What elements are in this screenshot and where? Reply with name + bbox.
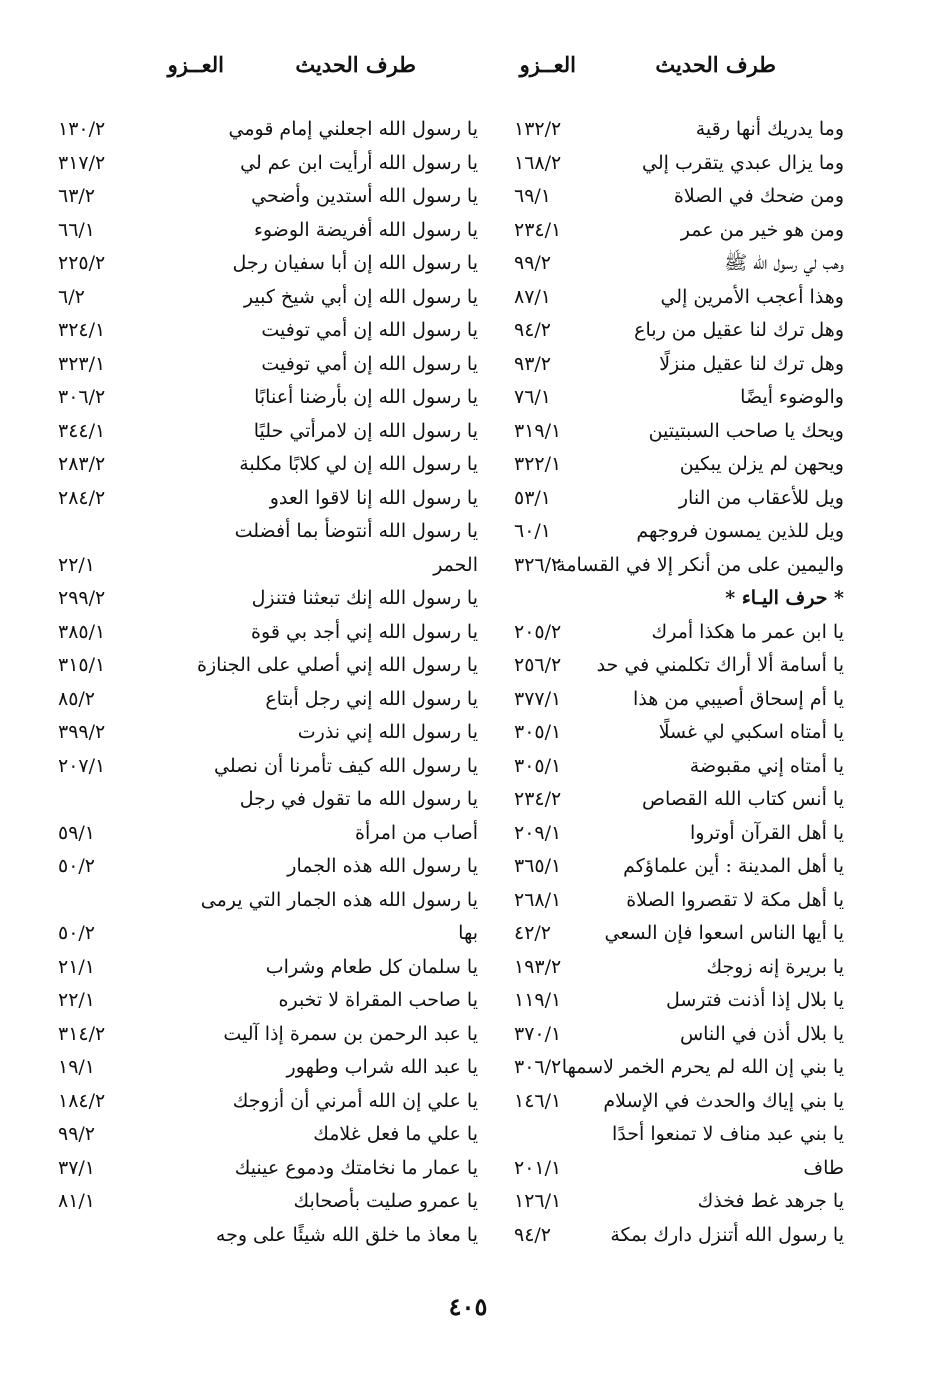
hadith-text: يا رسول الله أستدين وأضحي: [251, 185, 478, 207]
reference: ٢٣٤/٢: [514, 788, 562, 810]
hadith-text: يا أسامة ألا أراك تكلمني في حد: [596, 654, 844, 676]
hadith-text: يا بريرة إنه زوجك: [706, 955, 844, 978]
hadith-text: يا رسول الله هذه الجمار التي يرمى: [200, 888, 478, 911]
hadith-text: يا أمتاه إني مقبوضة: [689, 754, 844, 777]
index-entry: [58, 716, 478, 750]
reference: ٤٢/٢: [514, 922, 552, 944]
index-entry: [58, 281, 478, 315]
left-index-column: [58, 113, 478, 1252]
index-entry: [58, 113, 478, 147]
reference: ٥٠/٢: [58, 855, 96, 877]
header-hadith-right: طرف الحديث: [655, 52, 776, 77]
reference: ٢٦٨/١: [514, 888, 562, 911]
hadith-text: واليمين على من أنكر إلا في القسامة: [556, 553, 844, 576]
index-entry: [58, 649, 478, 683]
hadith-text-continuation: طاف: [803, 1156, 844, 1179]
reference: ٣٧/١: [58, 1156, 96, 1179]
reference: ٣٩٩/٢: [58, 721, 106, 743]
hadith-text: يا رسول الله إنك تبعثنا فتنزل: [251, 587, 478, 609]
reference: ٧٦/١: [514, 386, 552, 408]
index-entry: [514, 415, 844, 449]
reference: ٢٢/١: [58, 553, 96, 576]
index-entry: [514, 1085, 844, 1119]
index-entry: [514, 884, 844, 918]
hadith-text: يا رسول الله إني أجد بي قوة: [251, 620, 478, 643]
reference: ١٢٦/١: [514, 1190, 562, 1212]
index-entry: [58, 180, 478, 214]
index-entry: [514, 951, 844, 985]
index-entry: [58, 1185, 478, 1219]
reference: ٣١٧/٢: [58, 151, 106, 174]
hadith-text: يا جرهد غط فخذك: [697, 1190, 844, 1212]
hadith-text: يا رسول الله إن لامرأتي حليًا: [253, 419, 478, 442]
hadith-text: يا رسول الله اجعلني إمام قومي: [228, 118, 478, 140]
reference: ٢٥٦/٢: [514, 654, 562, 676]
index-entry: [514, 247, 844, 281]
index-entry: [58, 381, 478, 415]
reference: ٥٩/١: [58, 821, 96, 844]
index-entry: [58, 1051, 478, 1085]
hadith-text: يا أهل القرآن أوتروا: [690, 821, 844, 844]
reference: ٣٧٧/١: [514, 687, 562, 710]
reference: ٨٥/٢: [58, 687, 96, 710]
reference: ٦٩/١: [514, 185, 552, 207]
index-entry: [58, 850, 478, 884]
hadith-text: وهل ترك لنا عقيل من رباع: [634, 319, 844, 341]
hadith-text: يا رسول الله إن أمي توفيت: [261, 352, 478, 375]
reference: ٣٢٢/١: [514, 453, 562, 475]
reference: ١٦٨/٢: [514, 151, 562, 174]
index-entry: [58, 515, 478, 582]
reference: ٥٠/٢: [58, 922, 96, 944]
reference: ١٨٤/٢: [58, 1089, 106, 1112]
hadith-text: يا رسول الله إن أبي شيخ كبير: [243, 285, 478, 308]
hadith-text: يا صاحب المقراة لا تخبره: [278, 989, 478, 1011]
index-entry: [514, 348, 844, 382]
hadith-text: يا أيها الناس اسعوا فإن السعي: [604, 922, 844, 944]
index-entry: [514, 448, 844, 482]
hadith-text: * حرف اليـاء *: [725, 587, 844, 609]
reference: ١٣٢/٢: [514, 118, 562, 140]
hadith-text: يا سلمان كل طعام وشراب: [265, 955, 478, 978]
hadith-text-continuation: الحمر: [433, 553, 478, 576]
index-entry: [514, 314, 844, 348]
index-entry: [514, 381, 844, 415]
index-entry: [514, 1051, 844, 1085]
index-entry: [58, 448, 478, 482]
hadith-text: يا بني عبد مناف لا تمنعوا أحدًا: [612, 1123, 844, 1145]
hadith-text: يا أهل مكة لا تقصروا الصلاة: [626, 888, 844, 911]
index-entry: [514, 750, 844, 784]
index-entry: [514, 281, 844, 315]
hadith-text: وهب لي رسول الله ﷺ: [724, 252, 844, 274]
index-entry: [514, 716, 844, 750]
reference: ٦٠/١: [514, 520, 552, 542]
index-entry: [58, 314, 478, 348]
reference: ٢٢٥/٢: [58, 252, 106, 274]
index-entry: [514, 113, 844, 147]
hadith-text: يا عمار ما نخامتك ودموع عينيك: [234, 1156, 478, 1179]
index-entry: [514, 549, 844, 583]
reference: ٩٣/٢: [514, 352, 552, 375]
section-heading: [514, 582, 844, 616]
reference: ١٤٦/١: [514, 1089, 562, 1112]
index-entry: [514, 1219, 844, 1253]
index-entry: [514, 683, 844, 717]
reference: ٢٠٥/٢: [514, 620, 562, 643]
reference: ٨١/١: [58, 1190, 96, 1212]
reference: ٣٠٥/١: [514, 754, 562, 777]
index-entry: [514, 147, 844, 181]
index-entry: [514, 214, 844, 248]
hadith-text: يا أهل المدينة : أين علماؤكم: [623, 855, 844, 877]
index-entry: [514, 1018, 844, 1052]
reference: ١١٩/١: [514, 989, 562, 1011]
hadith-text: يا أمتاه اسكبي لي غسلًا: [658, 721, 844, 743]
reference: ١٩/١: [58, 1056, 96, 1078]
header-reference-right: العــزو: [519, 52, 576, 77]
hadith-text: يا بلال أذن في الناس: [679, 1022, 844, 1045]
index-entry: [514, 180, 844, 214]
right-index-column: [514, 113, 844, 1252]
index-entry: [58, 951, 478, 985]
reference: ٣٠٦/٢: [514, 1056, 562, 1078]
reference: ٣١٩/١: [514, 419, 562, 442]
hadith-text: يا عبد الرحمن بن سمرة إذا آليت: [223, 1022, 478, 1045]
header-hadith-left: طرف الحديث: [295, 52, 416, 77]
reference: ٩٤/٢: [514, 1223, 552, 1246]
reference: ٣٢٤/١: [58, 319, 106, 341]
hadith-text: يا أنس كتاب الله القصاص: [642, 788, 844, 810]
index-entry: [58, 1219, 478, 1253]
index-entry: [58, 1118, 478, 1152]
index-entry: [58, 750, 478, 784]
index-entry: [58, 683, 478, 717]
hadith-text: يا عبد الله شراب وطهور: [286, 1056, 478, 1078]
hadith-text: وما يزال عبدي يتقرب إلي: [642, 151, 844, 174]
hadith-text: يا رسول الله أفريضة الوضوء: [253, 218, 478, 241]
index-entry: [514, 984, 844, 1018]
reference: ٣١٤/٢: [58, 1022, 106, 1045]
index-entry: [514, 850, 844, 884]
hadith-text: يا رسول الله إن لي كلابًا مكلبة: [239, 453, 478, 475]
hadith-text: وهذا أعجب الأمرين إلي: [660, 285, 844, 308]
index-entry: [514, 649, 844, 683]
reference: ٢٨٣/٢: [58, 453, 106, 475]
reference: ٣٢٦/٢: [514, 553, 562, 576]
hadith-text: يا رسول الله هذه الجمار: [287, 855, 478, 877]
index-entry: [58, 1018, 478, 1052]
index-entry: [58, 348, 478, 382]
reference: ٣٧٠/١: [514, 1022, 562, 1045]
page-number: ٤٠٥: [448, 1292, 488, 1321]
hadith-text: يا بلال إذا أذنت فترسل: [666, 989, 844, 1011]
index-entry: [58, 247, 478, 281]
hadith-text: ومن ضحك في الصلاة: [673, 185, 844, 207]
reference: ٢١/١: [58, 955, 96, 978]
hadith-text: يا ابن عمر ما هكذا أمرك: [651, 620, 844, 643]
hadith-text: ويحك يا صاحب السبتيتين: [648, 419, 844, 442]
hadith-text: يا رسول الله إن أمي توفيت: [261, 319, 478, 341]
hadith-text: يا رسول الله ما تقول في رجل: [239, 788, 478, 810]
hadith-text-continuation: أصاب من امرأة: [355, 821, 478, 844]
hadith-text: يا رسول الله كيف تأمرنا أن نصلي: [214, 754, 478, 777]
hadith-text: يا بني إياك والحدث في الإسلام: [603, 1089, 844, 1112]
index-entry: [58, 582, 478, 616]
reference: ٣٨٥/١: [58, 620, 106, 643]
reference: ٨٧/١: [514, 285, 552, 308]
hadith-text: يا رسول الله إني أصلي على الجنازة: [197, 654, 478, 676]
hadith-text: يا رسول الله إني رجل أبتاع: [265, 687, 478, 710]
hadith-text: يا معاذ ما خلق الله شيئًا على وجه: [215, 1223, 478, 1246]
hadith-text: يا علي ما فعل غلامك: [313, 1123, 478, 1145]
hadith-text-continuation: بها: [458, 922, 478, 944]
index-entry: [58, 147, 478, 181]
hadith-text: ويل للذين يمسون فروجهم: [636, 520, 844, 542]
reference: ٢٣٤/١: [514, 218, 562, 241]
reference: ٢٠٧/١: [58, 754, 106, 777]
reference: ٣٤٤/١: [58, 419, 106, 442]
hadith-text: وما يدريك أنها رقية: [695, 118, 844, 140]
reference: ٢٨٤/٢: [58, 486, 106, 509]
reference: ٣٦٥/١: [514, 855, 562, 877]
index-entry: [58, 984, 478, 1018]
index-entry: [514, 1185, 844, 1219]
hadith-text: ويل للأعقاب من النار: [678, 486, 844, 509]
index-entry: [58, 1152, 478, 1186]
reference: ٢٩٩/٢: [58, 587, 106, 609]
reference: ٦/٢: [58, 285, 85, 308]
hadith-text: يا أم إسحاق أصيبي من هذا: [633, 687, 844, 710]
reference: ٢٢/١: [58, 989, 96, 1011]
hadith-text: يا عمرو صليت بأصحابك: [293, 1190, 478, 1212]
reference: ١٩٣/٢: [514, 955, 562, 978]
hadith-text: يا رسول الله إن بأرضنا أعنابًا: [254, 386, 478, 408]
index-entry: [514, 515, 844, 549]
index-entry: [58, 415, 478, 449]
hadith-text: يا رسول الله إنا لاقوا العدو: [269, 486, 478, 509]
reference: ٩٩/٢: [58, 1123, 96, 1145]
reference: ٩٩/٢: [514, 252, 552, 274]
index-entry: [58, 884, 478, 951]
hadith-text: يا بني إن الله لم يحرم الخمر لاسمها: [561, 1056, 844, 1078]
reference: ٦٦/١: [58, 218, 96, 241]
reference: ٣٠٦/٢: [58, 386, 106, 408]
hadith-text: والوضوء أيضًا: [740, 386, 844, 408]
index-entry: [514, 482, 844, 516]
index-entry: [58, 1085, 478, 1119]
reference: ٩٤/٢: [514, 319, 552, 341]
index-entry: [514, 817, 844, 851]
index-entry: [58, 482, 478, 516]
hadith-text: يا علي إن الله أمرني أن أزوجك: [232, 1089, 478, 1112]
reference: ١٣٠/٢: [58, 118, 106, 140]
hadith-text: يا رسول الله أتنزل دارك بمكة: [610, 1223, 844, 1246]
reference: ٢٠١/١: [514, 1156, 562, 1179]
reference: ٣٢٣/١: [58, 352, 106, 375]
index-entry: [514, 616, 844, 650]
reference: ٥٣/١: [514, 486, 552, 509]
index-entry: [514, 783, 844, 817]
index-entry: [58, 616, 478, 650]
hadith-text: ومن هو خير من عمر: [680, 218, 844, 241]
hadith-text: يا رسول الله أرأيت ابن عم لي: [240, 151, 478, 174]
index-entry: [58, 783, 478, 850]
reference: ٣٠٥/١: [514, 721, 562, 743]
hadith-text: ويحهن لم يزلن يبكين: [679, 453, 844, 475]
reference: ٦٣/٢: [58, 185, 96, 207]
index-entry: [514, 1118, 844, 1185]
reference: ٢٠٩/١: [514, 821, 562, 844]
hadith-text: يا رسول الله إن أبا سفيان رجل: [232, 252, 478, 274]
hadith-text: يا رسول الله أنتوضأ بما أفضلت: [234, 520, 478, 542]
index-entry: [514, 917, 844, 951]
header-reference-left: العــزو: [167, 52, 224, 77]
hadith-text: يا رسول الله إني نذرت: [297, 721, 478, 743]
reference: ٣١٥/١: [58, 654, 106, 676]
index-entry: [58, 214, 478, 248]
hadith-text: وهل ترك لنا عقيل منزلًا: [659, 352, 844, 375]
